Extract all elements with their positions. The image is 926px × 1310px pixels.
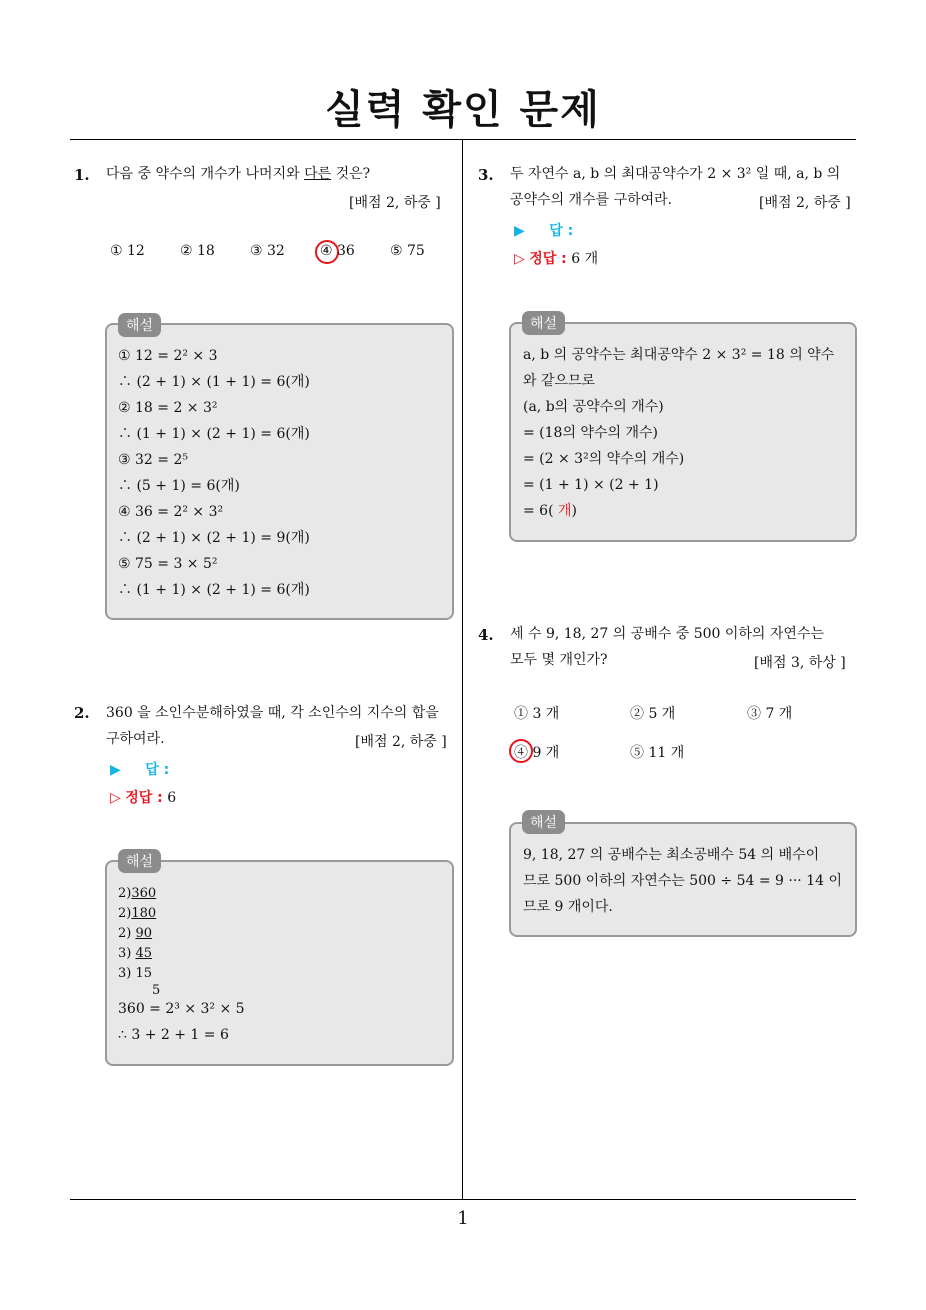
choice-5[interactable]: ⑤ 75 [390,243,425,259]
explanation-line: ③ 32 = 2⁵ [118,452,188,468]
question-text-line2: 공약수의 개수를 구하여라. [510,192,673,208]
dividend: 180 [131,906,157,921]
final-unit: 개 [553,503,572,519]
division-row: 2) 90 [118,926,153,941]
explanation-lines [523,342,834,524]
explanation-box [105,860,454,1066]
explanation-tag: 해설 [118,849,161,873]
answer-input-row[interactable] [110,759,169,779]
divisor: 3 [118,966,127,981]
explanation-tag: 해설 [522,810,565,834]
question-score: [배점 3, 하상 ] [754,655,846,671]
explanation-box [105,323,454,620]
explanation-lines [523,842,842,920]
correct-answer-label: 정답 : [529,251,567,267]
play-icon: ▶ [110,762,121,778]
explanation-line: 므로 9 개이다. [523,899,613,915]
dividend: 5 [152,983,161,998]
choice-4[interactable]: ④ 9 개 [514,745,560,761]
explanation-line: ∴ 3 + 2 + 1 = 6 [118,1027,229,1043]
explanation-line: ② 18 = 2 × 3² [118,400,218,416]
question-text-line2: 구하여라. [106,731,165,747]
divisor: 2 [118,926,127,941]
division-row: 3) 45 [118,946,153,961]
question-score: [배점 2, 하중 ] [355,734,447,750]
explanation-line: ∴ (2 + 1) × (2 + 1) = 9(개) [118,530,310,546]
explanation-line: 와 같으므로 [523,373,596,389]
question-score: [배점 2, 하중 ] [349,195,441,211]
choice-1[interactable]: ① 3 개 [514,706,560,722]
final-prefix: = 6( [523,503,554,519]
correct-answer-value: 6 [167,790,177,806]
division-row: 2)180 [118,906,157,921]
page-title: 실력 확인 문제 [325,87,601,133]
question-text-underline: 다른 [304,166,332,182]
answer-label: 답 : [549,223,574,239]
column-divider [462,139,463,1200]
explanation-lines [118,343,310,603]
explanation-tag: 해설 [522,311,565,335]
division-row: 3) 15 [118,966,153,981]
correct-answer-row [110,787,176,807]
explanation-line: ∴ (1 + 1) × (2 + 1) = 6(개) [118,426,310,442]
explanation-lines [118,996,245,1048]
explanation-line: = (18의 약수의 개수) [523,425,658,441]
question-number: 1. [74,166,90,184]
dividend: 360 [131,886,157,901]
explanation-line: 9, 18, 27 의 공배수는 최소공배수 54 의 배수이 [523,847,820,863]
correct-answer-value: 6 개 [571,251,599,267]
dividend: 45 [135,946,153,961]
question-text-line2: 모두 몇 개인가? [510,652,608,668]
choice-2[interactable]: ② 18 [180,243,215,259]
correct-answer-label: 정답 : [125,790,163,806]
correct-answer-row [514,248,598,268]
explanation-tag: 해설 [118,313,161,337]
answer-label: 답 : [145,762,170,778]
question-score: [배점 2, 하중 ] [759,195,851,211]
triangle-outline-icon: ▷ [514,251,525,267]
explanation-line: ∴ (1 + 1) × (2 + 1) = 6(개) [118,582,310,598]
explanation-line: a, b 의 공약수는 최대공약수 2 × 3² = 18 의 약수 [523,347,835,363]
bottom-rule [70,1199,856,1200]
explanation-box [509,322,857,542]
question-number: 3. [478,166,494,184]
explanation-final-line [523,498,834,524]
question-number: 4. [478,626,494,644]
page-number: 1 [457,1208,469,1229]
question-text-part: 것은? [331,166,371,182]
question-text [106,161,370,188]
final-suffix: ) [571,503,578,519]
explanation-line: ① 12 = 2² × 3 [118,348,218,364]
explanation-line: (a, b의 공약수의 개수) [523,399,664,415]
choice-4[interactable]: ④ 36 [320,243,355,259]
division-row: 2)360 [118,886,157,901]
choice-1[interactable]: ① 12 [110,243,145,259]
explanation-box [509,822,857,937]
prime-factorization-division [118,884,160,998]
explanation-line: = (2 × 3²의 약수의 개수) [523,451,685,467]
play-icon: ▶ [514,223,525,239]
dividend: 90 [135,926,153,941]
explanation-line: ④ 36 = 2² × 3² [118,504,224,520]
question-text-part: 다음 중 약수의 개수가 나머지와 [106,166,305,182]
explanation-line: ∴ (5 + 1) = 6(개) [118,478,240,494]
divisor: 2 [118,906,127,921]
question-number: 2. [74,704,90,722]
explanation-line: = (1 + 1) × (2 + 1) [523,477,659,493]
choice-3[interactable]: ③ 7 개 [747,706,793,722]
choice-5[interactable]: ⑤ 11 개 [630,745,685,761]
explanation-line: 360 = 2³ × 3² × 5 [118,1001,245,1017]
divisor: 2 [118,886,127,901]
dividend: 15 [135,966,153,981]
question-text-line1: 세 수 9, 18, 27 의 공배수 중 500 이하의 자연수는 [510,626,824,642]
explanation-line: ∴ (2 + 1) × (1 + 1) = 6(개) [118,374,310,390]
question-text-line1: 360 을 소인수분해하였을 때, 각 소인수의 지수의 합을 [106,705,439,721]
explanation-line: ⑤ 75 = 3 × 5² [118,556,218,572]
explanation-line: 므로 500 이하의 자연수는 500 ÷ 54 = 9 ··· 14 이 [523,873,842,889]
top-rule [70,139,856,140]
choice-3[interactable]: ③ 32 [250,243,285,259]
divisor: 3 [118,946,127,961]
triangle-outline-icon: ▷ [110,790,121,806]
question-text-line1: 두 자연수 a, b 의 최대공약수가 2 × 3² 일 때, a, b 의 [510,166,841,182]
choice-2[interactable]: ② 5 개 [630,706,676,722]
answer-input-row[interactable] [514,220,573,240]
